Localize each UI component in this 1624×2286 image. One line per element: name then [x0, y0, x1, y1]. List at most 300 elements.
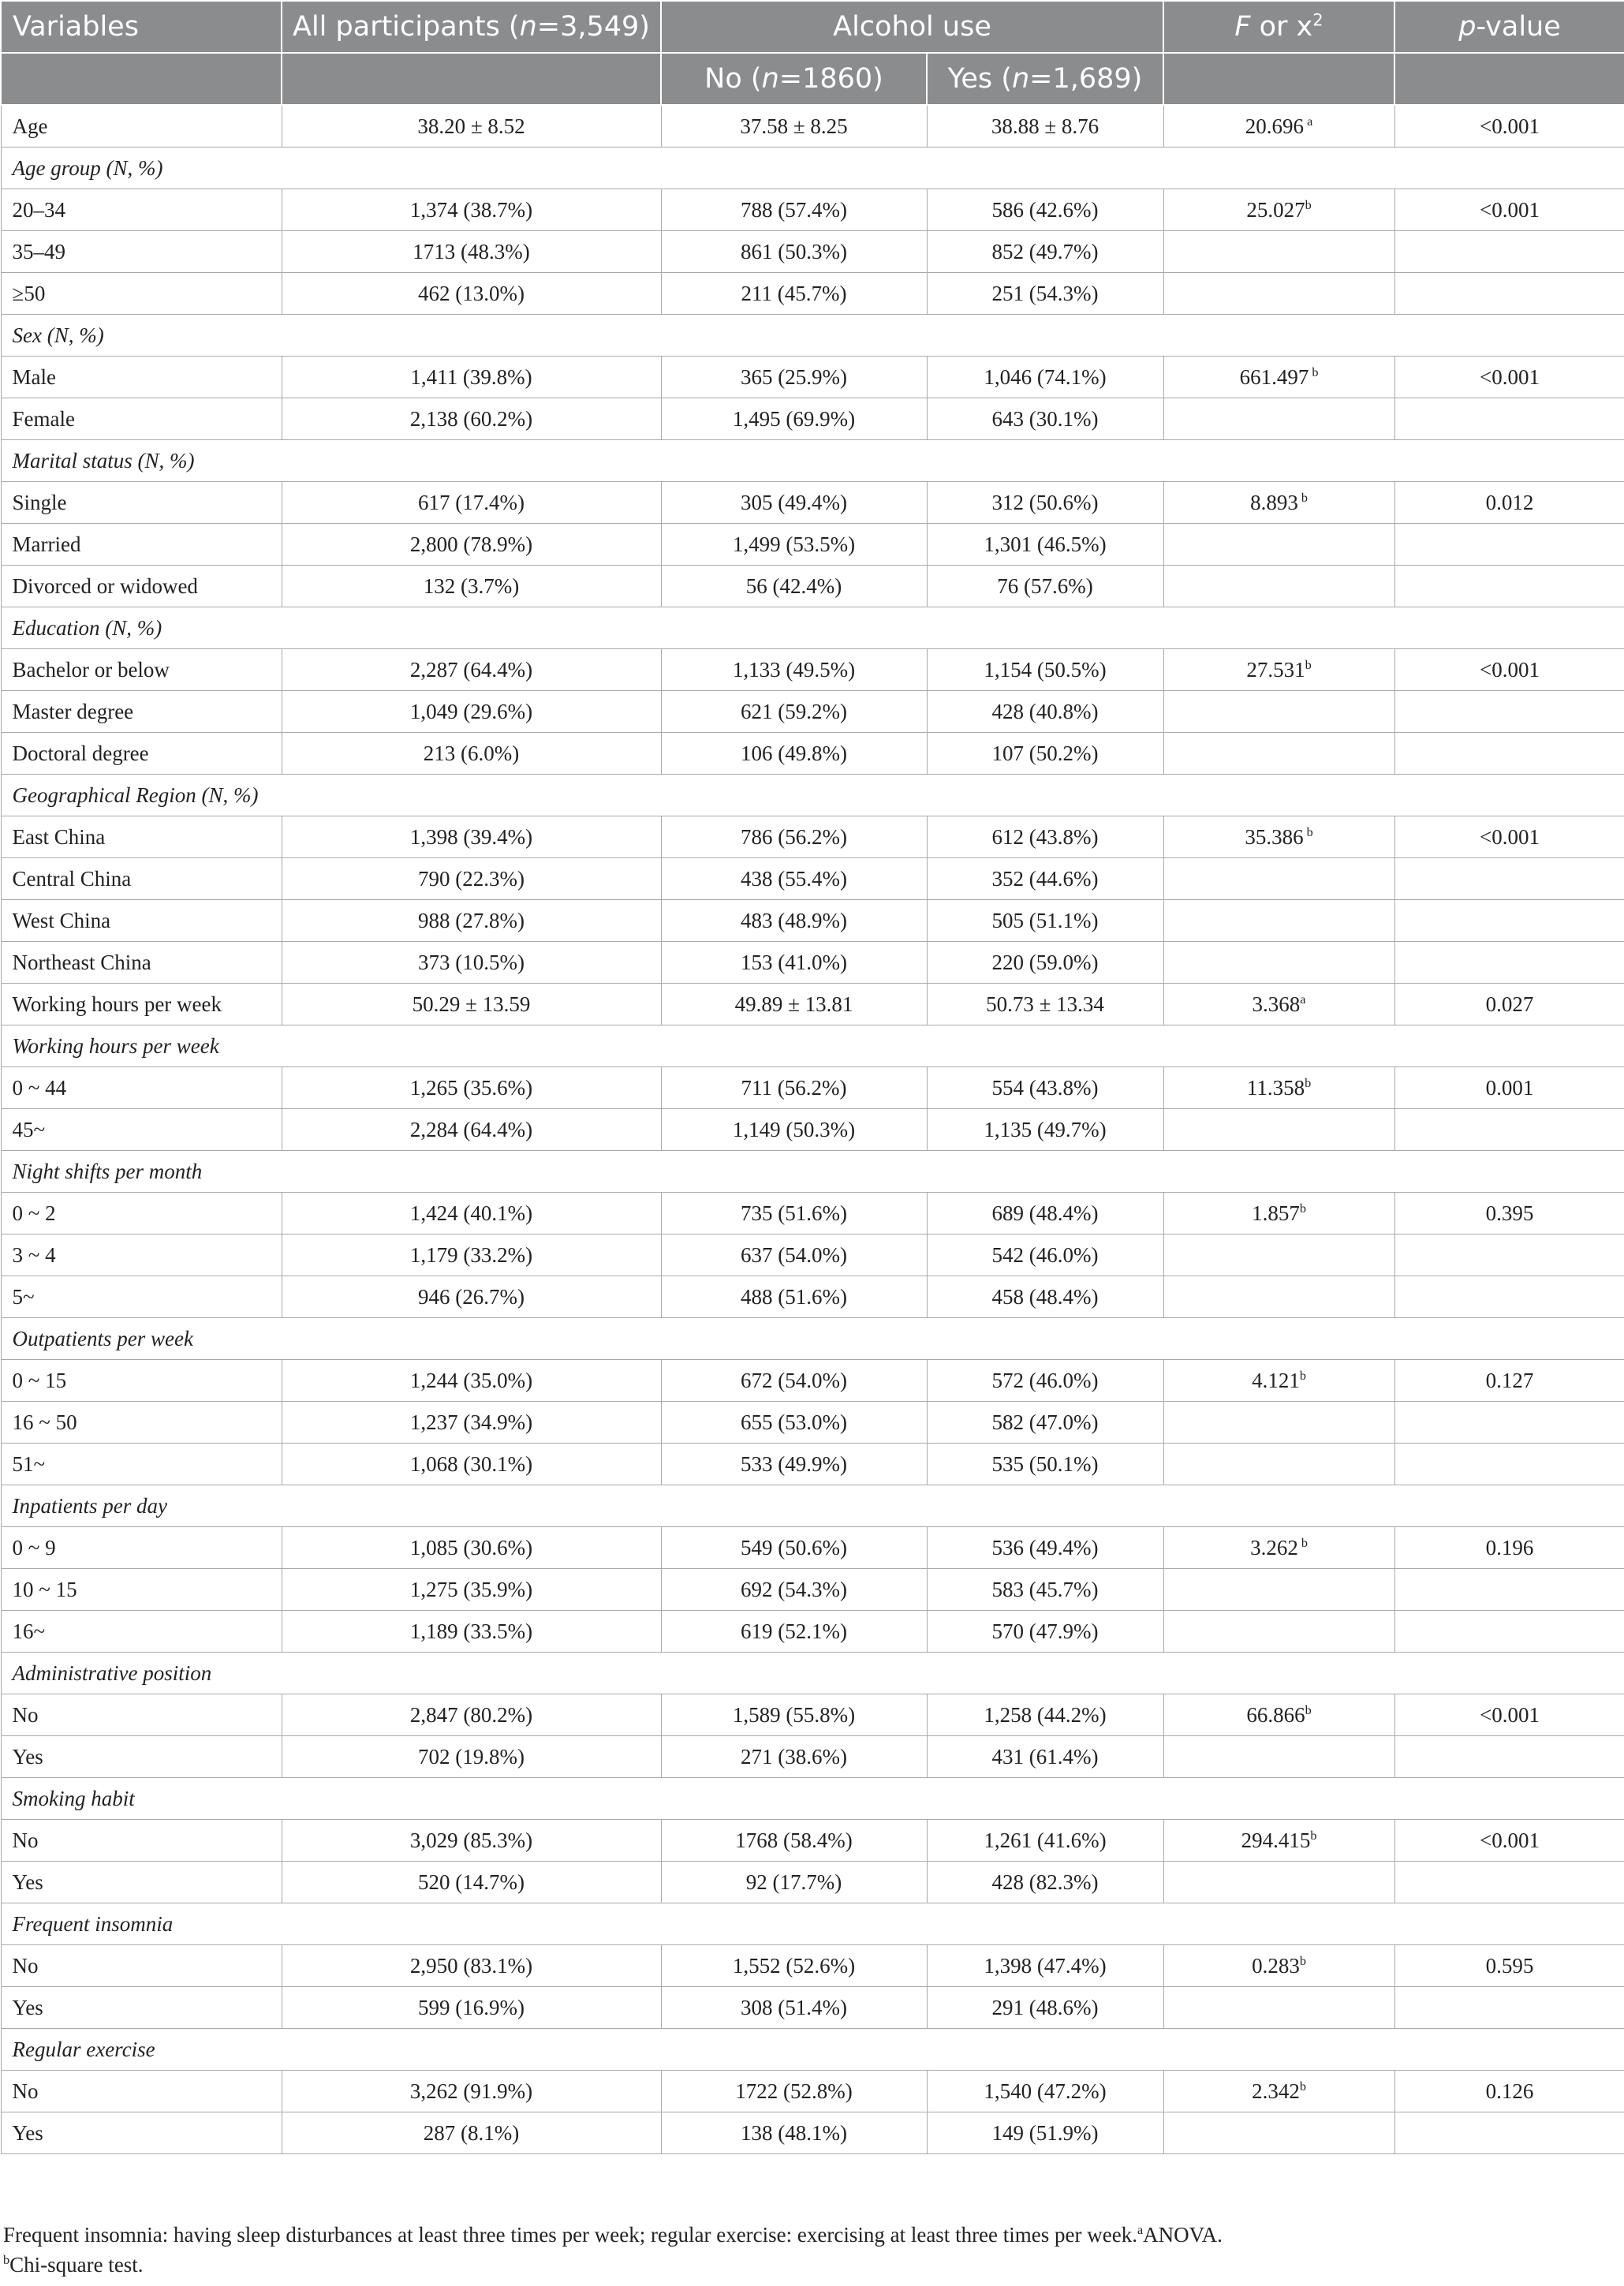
f-statistic-value: 294.415 — [1241, 1828, 1311, 1852]
all-participants-cell: 287 (8.1%) — [282, 2112, 661, 2154]
alcohol-no-cell: 365 (25.9%) — [661, 357, 927, 398]
f-statistic-cell — [1163, 524, 1394, 566]
header-blank-4 — [1394, 53, 1624, 105]
alcohol-no-cell: 308 (51.4%) — [661, 1987, 927, 2029]
group-row — [1, 315, 1624, 357]
row-label: 16~ — [1, 1611, 282, 1653]
header-row-2 — [1, 53, 1624, 105]
alcohol-yes-cell: 107 (50.2%) — [927, 733, 1163, 775]
f-statistic-note: b — [1305, 657, 1312, 672]
p-value-cell: 0.012 — [1394, 482, 1624, 524]
row-label: 20–34 — [1, 189, 282, 231]
all-participants-cell: 1,411 (39.8%) — [282, 357, 661, 398]
all-participants-cell: 38.20 ± 8.52 — [282, 105, 661, 148]
f-statistic-value: 11.358 — [1246, 1075, 1305, 1100]
alcohol-no-cell: 692 (54.3%) — [661, 1569, 927, 1611]
row-label: Yes — [1, 1987, 282, 2029]
alcohol-no-cell: 1722 (52.8%) — [661, 2071, 927, 2112]
f-statistic-note: b — [1299, 2079, 1306, 2094]
row-label: No — [1, 1820, 282, 1862]
all-participants-cell: 988 (27.8%) — [282, 900, 661, 942]
alcohol-yes-cell: 312 (50.6%) — [927, 482, 1163, 524]
table-row — [1, 357, 1624, 398]
alcohol-no-cell: 1,495 (69.9%) — [661, 398, 927, 440]
alcohol-yes-cell: 586 (42.6%) — [927, 189, 1163, 231]
f-statistic-cell — [1163, 1945, 1394, 1987]
row-label: Female — [1, 398, 282, 440]
p-value-cell — [1394, 1402, 1624, 1444]
row-label: Northeast China — [1, 942, 282, 984]
group-label: Inpatients per day — [1, 1485, 1624, 1527]
alcohol-yes-cell: 50.73 ± 13.34 — [927, 984, 1163, 1025]
all-participants-cell: 1,049 (29.6%) — [282, 691, 661, 733]
table-row — [1, 1945, 1624, 1987]
alcohol-no-cell: 106 (49.8%) — [661, 733, 927, 775]
row-label: 0 ~ 2 — [1, 1193, 282, 1235]
p-value-cell: 0.196 — [1394, 1527, 1624, 1569]
p-value-cell: 0.595 — [1394, 1945, 1624, 1987]
alcohol-no-cell: 1,552 (52.6%) — [661, 1945, 927, 1987]
p-value-cell — [1394, 231, 1624, 273]
alcohol-yes-cell: 458 (48.4%) — [927, 1276, 1163, 1318]
row-label: 35–49 — [1, 231, 282, 273]
f-statistic-value: 4.121 — [1252, 1368, 1300, 1392]
alcohol-yes-cell: 1,135 (49.7%) — [927, 1109, 1163, 1151]
all-participants-cell: 1,265 (35.6%) — [282, 1067, 661, 1109]
row-label: Yes — [1, 1736, 282, 1778]
f-statistic-cell — [1163, 1444, 1394, 1485]
table-row — [1, 2071, 1624, 2112]
f-statistic-cell — [1163, 942, 1394, 984]
all-participants-cell: 50.29 ± 13.59 — [282, 984, 661, 1025]
f-statistic-note: b — [1305, 197, 1312, 212]
f-statistic-note: b — [1297, 490, 1308, 505]
table-row — [1, 189, 1624, 231]
f-statistic-cell — [1163, 984, 1394, 1025]
alcohol-no-cell: 1,149 (50.3%) — [661, 1109, 927, 1151]
alcohol-yes-cell: 643 (30.1%) — [927, 398, 1163, 440]
alcohol-yes-cell: 1,046 (74.1%) — [927, 357, 1163, 398]
row-label: 3 ~ 4 — [1, 1235, 282, 1276]
table-row — [1, 273, 1624, 315]
group-label: Geographical Region (N, %) — [1, 775, 1624, 816]
f-statistic-cell — [1163, 1402, 1394, 1444]
group-row — [1, 148, 1624, 189]
p-value-cell: 0.126 — [1394, 2071, 1624, 2112]
table-row — [1, 1862, 1624, 1903]
p-value-cell — [1394, 524, 1624, 566]
table-row — [1, 733, 1624, 775]
row-label: 10 ~ 15 — [1, 1569, 282, 1611]
alcohol-no-cell: 49.89 ± 13.81 — [661, 984, 927, 1025]
table-row — [1, 1276, 1624, 1318]
group-label: Night shifts per month — [1, 1151, 1624, 1193]
table-row — [1, 1527, 1624, 1569]
row-label: Married — [1, 524, 282, 566]
f-statistic-cell — [1163, 1987, 1394, 2029]
f-statistic-cell — [1163, 900, 1394, 942]
f-statistic-cell — [1163, 1569, 1394, 1611]
all-participants-cell: 2,800 (78.9%) — [282, 524, 661, 566]
row-label: No — [1, 2071, 282, 2112]
alcohol-no-cell: 637 (54.0%) — [661, 1235, 927, 1276]
f-statistic-value: 8.893 — [1250, 490, 1298, 514]
alcohol-no-cell: 711 (56.2%) — [661, 1067, 927, 1109]
table-row — [1, 984, 1624, 1025]
all-participants-cell: 1,374 (38.7%) — [282, 189, 661, 231]
row-label: 0 ~ 44 — [1, 1067, 282, 1109]
row-label: West China — [1, 900, 282, 942]
alcohol-yes-cell: 38.88 ± 8.76 — [927, 105, 1163, 148]
alcohol-yes-cell: 536 (49.4%) — [927, 1527, 1163, 1569]
header-f-or-x2: F or $x^2$ — [1163, 1, 1394, 53]
f-statistic-cell — [1163, 1109, 1394, 1151]
table-row — [1, 1067, 1624, 1109]
f-statistic-value: 2.342 — [1252, 2079, 1300, 2103]
p-value-cell — [1394, 733, 1624, 775]
f-statistic-note: b — [1299, 1201, 1306, 1216]
p-value-cell — [1394, 1235, 1624, 1276]
group-row — [1, 1778, 1624, 1820]
group-row — [1, 1318, 1624, 1360]
table-row — [1, 1193, 1624, 1235]
all-participants-cell: 373 (10.5%) — [282, 942, 661, 984]
alcohol-yes-cell: 535 (50.1%) — [927, 1444, 1163, 1485]
alcohol-yes-cell: 1,261 (41.6%) — [927, 1820, 1163, 1862]
alcohol-yes-cell: 431 (61.4%) — [927, 1736, 1163, 1778]
table-row — [1, 649, 1624, 691]
group-label: Outpatients per week — [1, 1318, 1624, 1360]
row-label: 0 ~ 9 — [1, 1527, 282, 1569]
f-statistic-note: b — [1299, 1368, 1306, 1383]
p-value-cell — [1394, 2112, 1624, 2154]
alcohol-yes-cell: 291 (48.6%) — [927, 1987, 1163, 2029]
f-statistic-cell — [1163, 2071, 1394, 2112]
all-participants-cell: 462 (13.0%) — [282, 273, 661, 315]
p-value-cell: <0.001 — [1394, 816, 1624, 858]
header-row-1 — [1, 1, 1624, 53]
header-blank-2 — [282, 53, 661, 105]
all-participants-cell: 1,244 (35.0%) — [282, 1360, 661, 1402]
row-label: Yes — [1, 2112, 282, 2154]
table-row — [1, 900, 1624, 942]
group-row — [1, 1485, 1624, 1527]
f-statistic-cell — [1163, 231, 1394, 273]
f-statistic-note: b — [1305, 1702, 1312, 1717]
table-row — [1, 691, 1624, 733]
alcohol-no-cell: 1,589 (55.8%) — [661, 1694, 927, 1736]
header-blank-3 — [1163, 53, 1394, 105]
alcohol-yes-cell: 428 (40.8%) — [927, 691, 1163, 733]
p-value-cell — [1394, 398, 1624, 440]
f-statistic-value: 66.866 — [1246, 1702, 1305, 1727]
all-participants-cell: 1,398 (39.4%) — [282, 816, 661, 858]
p-value-cell: <0.001 — [1394, 189, 1624, 231]
all-participants-cell: 1,085 (30.6%) — [282, 1527, 661, 1569]
header-alcohol-use: Alcohol use — [661, 1, 1163, 53]
group-label: Smoking habit — [1, 1778, 1624, 1820]
table-row — [1, 1820, 1624, 1862]
alcohol-yes-cell: 583 (45.7%) — [927, 1569, 1163, 1611]
table-row — [1, 1611, 1624, 1653]
alcohol-no-cell: 672 (54.0%) — [661, 1360, 927, 1402]
all-participants-cell: 2,284 (64.4%) — [282, 1109, 661, 1151]
p-value-cell — [1394, 273, 1624, 315]
alcohol-no-cell: 438 (55.4%) — [661, 858, 927, 900]
alcohol-yes-cell: 1,258 (44.2%) — [927, 1694, 1163, 1736]
group-row — [1, 2029, 1624, 2071]
p-value-cell — [1394, 1987, 1624, 2029]
p-value-cell — [1394, 1736, 1624, 1778]
table-row — [1, 398, 1624, 440]
f-statistic-value: 25.027 — [1246, 197, 1305, 222]
f-statistic-cell — [1163, 1820, 1394, 1862]
all-participants-cell: 1,068 (30.1%) — [282, 1444, 661, 1485]
p-value-cell: 0.001 — [1394, 1067, 1624, 1109]
group-row — [1, 440, 1624, 482]
table-body — [1, 105, 1624, 2154]
f-statistic-cell — [1163, 482, 1394, 524]
alcohol-yes-cell: 76 (57.6%) — [927, 566, 1163, 607]
all-participants-cell: 1713 (48.3%) — [282, 231, 661, 273]
alcohol-no-cell: 483 (48.9%) — [661, 900, 927, 942]
header-p-value: p-value — [1394, 1, 1624, 53]
alcohol-no-cell: 56 (42.4%) — [661, 566, 927, 607]
group-label: Working hours per week — [1, 1025, 1624, 1067]
f-statistic-cell — [1163, 858, 1394, 900]
all-participants-cell: 3,029 (85.3%) — [282, 1820, 661, 1862]
f-statistic-note: b — [1309, 364, 1319, 379]
f-statistic-cell — [1163, 1067, 1394, 1109]
row-label: Doctoral degree — [1, 733, 282, 775]
p-value-cell — [1394, 942, 1624, 984]
alcohol-no-cell: 305 (49.4%) — [661, 482, 927, 524]
header-blank-1 — [1, 53, 282, 105]
header-variables: Variables — [1, 1, 282, 53]
all-participants-cell: 2,138 (60.2%) — [282, 398, 661, 440]
p-value-cell: <0.001 — [1394, 105, 1624, 148]
row-label: 45~ — [1, 1109, 282, 1151]
f-statistic-value: 1.857 — [1252, 1201, 1300, 1225]
row-label: Male — [1, 357, 282, 398]
alcohol-yes-cell: 428 (82.3%) — [927, 1862, 1163, 1903]
row-label: 5~ — [1, 1276, 282, 1318]
group-label: Frequent insomnia — [1, 1903, 1624, 1945]
alcohol-no-cell: 655 (53.0%) — [661, 1402, 927, 1444]
alcohol-no-cell: 211 (45.7%) — [661, 273, 927, 315]
all-participants-cell: 1,189 (33.5%) — [282, 1611, 661, 1653]
alcohol-yes-cell: 1,540 (47.2%) — [927, 2071, 1163, 2112]
p-value-cell: 0.395 — [1394, 1193, 1624, 1235]
alcohol-no-cell: 1,499 (53.5%) — [661, 524, 927, 566]
f-statistic-cell — [1163, 649, 1394, 691]
alcohol-yes-cell: 852 (49.7%) — [927, 231, 1163, 273]
f-statistic-cell — [1163, 273, 1394, 315]
table-row — [1, 1444, 1624, 1485]
p-value-cell: 0.027 — [1394, 984, 1624, 1025]
f-statistic-note: a — [1300, 992, 1306, 1007]
all-participants-cell: 1,275 (35.9%) — [282, 1569, 661, 1611]
alcohol-yes-cell: 505 (51.1%) — [927, 900, 1163, 942]
f-statistic-cell — [1163, 1235, 1394, 1276]
table-row — [1, 1569, 1624, 1611]
group-label: Regular exercise — [1, 2029, 1624, 2071]
table-row — [1, 566, 1624, 607]
group-row — [1, 775, 1624, 816]
table-row — [1, 105, 1624, 148]
all-participants-cell: 520 (14.7%) — [282, 1862, 661, 1903]
alcohol-yes-cell: 352 (44.6%) — [927, 858, 1163, 900]
table-row — [1, 1360, 1624, 1402]
alcohol-yes-cell: 1,398 (47.4%) — [927, 1945, 1163, 1987]
p-value-cell: <0.001 — [1394, 649, 1624, 691]
p-value-cell — [1394, 1611, 1624, 1653]
header-alcohol-no: No (n=1860) — [661, 53, 927, 105]
p-value-cell — [1394, 900, 1624, 942]
alcohol-no-cell: 788 (57.4%) — [661, 189, 927, 231]
table-row — [1, 1402, 1624, 1444]
all-participants-cell: 2,847 (80.2%) — [282, 1694, 661, 1736]
table-row — [1, 942, 1624, 984]
row-label: Master degree — [1, 691, 282, 733]
f-statistic-note: b — [1299, 1953, 1306, 1968]
row-label: Yes — [1, 1862, 282, 1903]
group-row — [1, 607, 1624, 649]
f-statistic-value: 35.386 — [1245, 824, 1304, 849]
header-alcohol-yes: Yes (n=1,689) — [927, 53, 1163, 105]
group-row — [1, 1653, 1624, 1694]
alcohol-no-cell: 735 (51.6%) — [661, 1193, 927, 1235]
alcohol-no-cell: 92 (17.7%) — [661, 1862, 927, 1903]
table-row — [1, 1235, 1624, 1276]
table-footnote — [3, 2220, 1612, 2280]
f-statistic-cell — [1163, 1611, 1394, 1653]
f-statistic-cell — [1163, 398, 1394, 440]
alcohol-yes-cell: 1,301 (46.5%) — [927, 524, 1163, 566]
all-participants-cell: 213 (6.0%) — [282, 733, 661, 775]
all-participants-cell: 3,262 (91.9%) — [282, 2071, 661, 2112]
footnote-line-2: $^b$Chi-square test. — [3, 2253, 144, 2277]
p-value-cell — [1394, 1276, 1624, 1318]
group-label: Age group (N, %) — [1, 148, 1624, 189]
p-value-cell — [1394, 566, 1624, 607]
f-statistic-note: b — [1310, 1828, 1317, 1843]
f-statistic-cell — [1163, 1276, 1394, 1318]
table-row — [1, 524, 1624, 566]
table-row — [1, 1987, 1624, 2029]
all-participants-cell: 1,424 (40.1%) — [282, 1193, 661, 1235]
alcohol-yes-cell: 554 (43.8%) — [927, 1067, 1163, 1109]
f-statistic-cell — [1163, 1360, 1394, 1402]
alcohol-no-cell: 533 (49.9%) — [661, 1444, 927, 1485]
f-statistic-cell — [1163, 691, 1394, 733]
alcohol-yes-cell: 542 (46.0%) — [927, 1235, 1163, 1276]
row-label: Working hours per week — [1, 984, 282, 1025]
f-statistic-note: a — [1304, 114, 1313, 129]
row-label: 51~ — [1, 1444, 282, 1485]
p-value-cell — [1394, 1862, 1624, 1903]
f-statistic-value: 3.368 — [1252, 992, 1301, 1016]
p-value-cell — [1394, 1444, 1624, 1485]
table-row — [1, 1109, 1624, 1151]
group-label: Sex (N, %) — [1, 315, 1624, 357]
row-label: East China — [1, 816, 282, 858]
f-statistic-cell — [1163, 1694, 1394, 1736]
f-statistic-cell — [1163, 566, 1394, 607]
p-value-cell: <0.001 — [1394, 357, 1624, 398]
alcohol-yes-cell: 570 (47.9%) — [927, 1611, 1163, 1653]
all-participants-cell: 2,287 (64.4%) — [282, 649, 661, 691]
table-row — [1, 482, 1624, 524]
alcohol-yes-cell: 612 (43.8%) — [927, 816, 1163, 858]
f-statistic-cell — [1163, 105, 1394, 148]
all-participants-cell: 617 (17.4%) — [282, 482, 661, 524]
alcohol-no-cell: 786 (56.2%) — [661, 816, 927, 858]
alcohol-no-cell: 1,133 (49.5%) — [661, 649, 927, 691]
group-label: Administrative position — [1, 1653, 1624, 1694]
row-label: Central China — [1, 858, 282, 900]
f-statistic-cell — [1163, 733, 1394, 775]
f-statistic-cell — [1163, 1193, 1394, 1235]
all-participants-cell: 132 (3.7%) — [282, 566, 661, 607]
group-row — [1, 1903, 1624, 1945]
row-label: Bachelor or below — [1, 649, 282, 691]
p-value-cell: 0.127 — [1394, 1360, 1624, 1402]
all-participants-cell: 946 (26.7%) — [282, 1276, 661, 1318]
p-value-cell: <0.001 — [1394, 1820, 1624, 1862]
alcohol-no-cell: 1768 (58.4%) — [661, 1820, 927, 1862]
alcohol-no-cell: 621 (59.2%) — [661, 691, 927, 733]
f-statistic-value: 27.531 — [1246, 657, 1305, 682]
p-value-cell — [1394, 858, 1624, 900]
table-row — [1, 1736, 1624, 1778]
alcohol-yes-cell: 689 (48.4%) — [927, 1193, 1163, 1235]
table-row — [1, 858, 1624, 900]
p-value-cell: <0.001 — [1394, 1694, 1624, 1736]
alcohol-no-cell: 861 (50.3%) — [661, 231, 927, 273]
alcohol-yes-cell: 1,154 (50.5%) — [927, 649, 1163, 691]
all-participants-cell: 1,237 (34.9%) — [282, 1402, 661, 1444]
table-row — [1, 231, 1624, 273]
alcohol-no-cell: 37.58 ± 8.25 — [661, 105, 927, 148]
f-statistic-cell — [1163, 1862, 1394, 1903]
row-label: 16 ~ 50 — [1, 1402, 282, 1444]
alcohol-no-cell: 153 (41.0%) — [661, 942, 927, 984]
f-statistic-cell — [1163, 816, 1394, 858]
row-label: ≥50 — [1, 273, 282, 315]
footnote-line-1: Frequent insomnia: having sleep disturbances at least three times per week; regular exercise: exercising at least three times per week.$^a$ANOVA. — [3, 2223, 1223, 2247]
f-statistic-note: b — [1305, 1075, 1312, 1090]
p-value-cell — [1394, 1569, 1624, 1611]
f-statistic-value: 3.262 — [1250, 1535, 1298, 1559]
group-row — [1, 1025, 1624, 1067]
group-label: Education (N, %) — [1, 607, 1624, 649]
all-participants-cell: 2,950 (83.1%) — [282, 1945, 661, 1987]
alcohol-no-cell: 488 (51.6%) — [661, 1276, 927, 1318]
alcohol-yes-cell: 220 (59.0%) — [927, 942, 1163, 984]
alcohol-no-cell: 619 (52.1%) — [661, 1611, 927, 1653]
all-participants-cell: 702 (19.8%) — [282, 1736, 661, 1778]
alcohol-yes-cell: 149 (51.9%) — [927, 2112, 1163, 2154]
f-statistic-cell — [1163, 357, 1394, 398]
alcohol-no-cell: 271 (38.6%) — [661, 1736, 927, 1778]
row-label: Divorced or widowed — [1, 566, 282, 607]
all-participants-cell: 1,179 (33.2%) — [282, 1235, 661, 1276]
f-statistic-cell — [1163, 1527, 1394, 1569]
row-label: Single — [1, 482, 282, 524]
f-statistic-cell — [1163, 2112, 1394, 2154]
row-label: No — [1, 1694, 282, 1736]
